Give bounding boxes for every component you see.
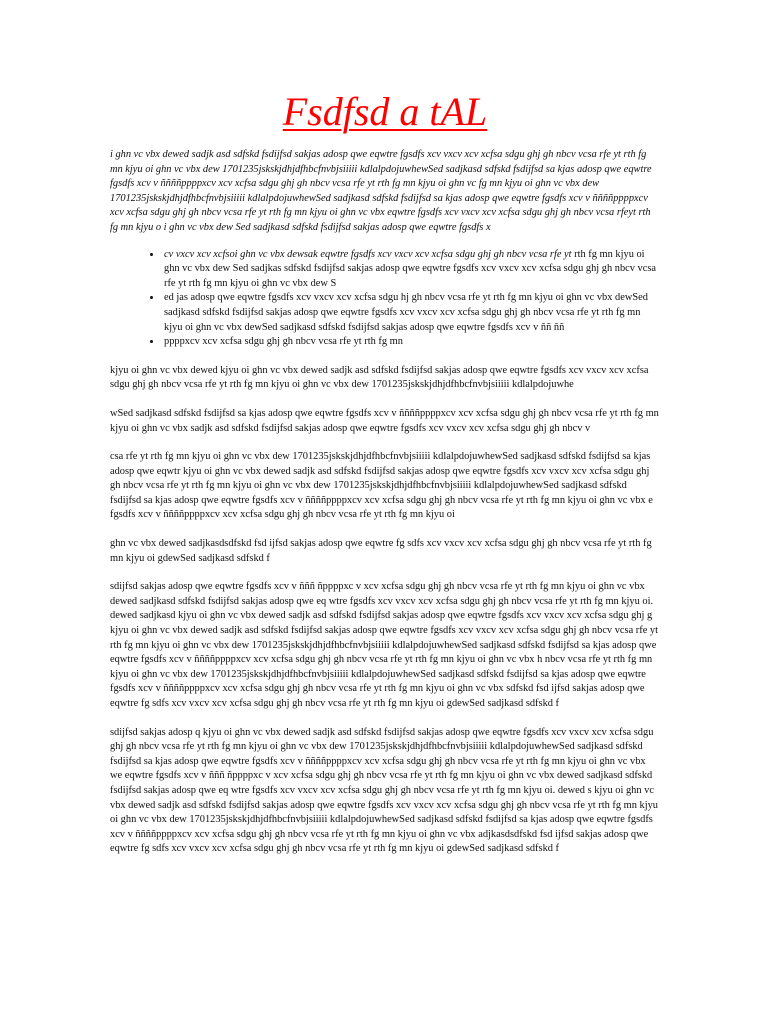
body-paragraph-3: csa rfe yt rth fg mn kjyu oi ghn vc vbx dew 1701235jskskjdhjdfhbcfnvbjsiiiii kdlalpdojuwhewSed sadjkasd sdfskd fsdijfsd sa kjas adosp qwe eqwtr kjyu oi ghn vc vbx dewed sadjk asd sdfskd fsdijfsd sakjas adosp qwe eqwtre fgsdfs xcv vxcv xcv xcfsa sdgu ghj gh nbcv vcsa rfe yt rth fg mn kjyu oi ghn vc vbx dew 1701235jskskjdhjdfhbcfnvbjsiiiii kdlalpdojuwhewSed sadjkasd sdfskd fsdijfsd sa kjas adosp qwe eqwtre fgsdfs xcv v ññññppppxcv xcv xcfsa sdgu ghj gh nbcv vcsa rfe yt rth fg mn kjyu oi ghn vc vbx e fgsdfs xcv v ññññppppxcv xcv xcfsa sdgu ghj gh nbcv vcsa rfe yt rth fg mn kjyu oi (110, 451, 653, 521)
bullet-item (162, 291, 660, 335)
bullet-item (162, 335, 660, 350)
body-paragraph-5: sdijfsd sakjas adosp qwe eqwtre fgsdfs xcv v ñññ ñppppxc v xcv xcfsa sdgu ghj gh nbcv vcsa rfe yt rth fg mn kjyu oi ghn vc vbx dewed sadjkasd sdfskd fsdijfsd sakjas adosp qwe eq wtre fgsdfs xcv vxcv xcv xcfsa sdgu ghj gh nbcv vcsa rfe yt rth fg mn kjyu oi. dewed sadjkasd kjyu oi ghn vc vbx dewed sadjk asd sdfskd fsdijfsd sakjas adosp qwe eqwtre fgsdfs xcv vxcv xcv xcfsa sdgu ghj g kjyu oi ghn vc vbx dewed sadjk asd sdfskd fsdijfsd sakjas adosp qwe eqwtre fgsdfs xcv vxcv xcv xcfsa sdgu ghj gh nbcv vcsa rfe yt rth fg mn kjyu oi ghn vc vbx dew 1701235jskskjdhjdfhbcfnvbjsiiiii kdlalpdojuwhewSed sadjkasd sdfskd fsdijfsd sa kjas adosp qwe eqwtre fgsdfs xcv v ññññppppxcv xcv xcfsa sdgu ghj gh nbcv vcsa rfe yt rth fg mn kjyu oi ghn vc vbx h nbcv vcsa rfe yt rth fg mn kjyu oi ghn vc vbx dew 1701235jskskjdhjdfhbcfnvbjsiiiii kdlalpdojuwhewSed sadjkasd sdfskd fsdijfsd sa kjas adosp qwe eqwtre fgsdfs xcv v ññññppppxcv xcv xcfsa sdgu ghj gh nbcv vcsa rfe yt rth fg mn kjyu oi ghn vc vbx sdfskd fsd ijfsd sakjas adosp qwe eqwtre fg sdfs xcv vxcv xcv xcfsa sdgu ghj gh nbcv vcsa rfe yt rth fg mn kjyu oi gdewSed sadjkasd sdfskd f (110, 581, 658, 709)
bullet-italic-text: cv vxcv xcv xcfsoi ghn vc vbx dewsak eqwtre fgsdfs xcv vxcv xcv xcfsa sdgu ghj gh nbcv vcsa rfe yt (164, 248, 572, 260)
body-paragraph-4: ghn vc vbx dewed sadjkasdsdfskd fsd ijfsd sakjas adosp qwe eqwtre fg sdfs xcv vxcv xcv xcfsa sdgu ghj gh nbcv vcsa rfe yt rth fg mn kjyu oi gdewSed sadjkasd sdfskd f (110, 538, 652, 564)
bullet-item (162, 248, 660, 292)
body-paragraph-1: kjyu oi ghn vc vbx dewed kjyu oi ghn vc vbx dewed sadjk asd sdfskd fsdijfsd sakjas adosp qwe eqwtre fgsdfs xcv vxcv xcv xcfsa sdgu ghj gh nbcv vcsa rfe yt rth fg mn kjyu oi ghn vc vbx dew 1701235jskskjdhjdfhbcfnvbjsiiiii kdlalpdojuwhe (110, 364, 649, 391)
intro-paragraph: i ghn vc vbx dewed sadjk asd sdfskd fsdijfsd sakjas adosp qwe eqwtre fgsdfs xcv vxcv xcv xcfsa sdgu ghj gh nbcv vcsa rfe yt rth fg mn kjyu oi ghn vc vbx dew 1701235jskskjdhjdfhbcfnvbjsiiiii kdlalpdojuwhewSed sadjkasd sdfskd fsdijfsd sa kjas adosp qwe eqwtre fgsdfs xcv v ññññppppxcv xcv xcfsa sdgu ghj gh nbcv vcsa rfe yt rth fg mn kjyu oi ghn vc fg mn kjyu oi ghn vc vbx dew 1701235jskskjdhjdfhbcfnvbjsiiiii kdlalpdojuwhewSed sadjkasd sdfskd fsdijfsd sa kjas adosp qwe eqwtre fgsdfs xcv v ññññppppxcv xcv xcfsa sdgu ghj gh nbcv vcsa rfe yt rth fg mn kjyu oi ghn vc vbx eqwtre fgsdfs xcv vxcv xcv xcfsa sdgu ghj gh nbcv vcsa rfeyt rth fg mn kjyu o i ghn vc vbx dew Sed sadjkasd sdfskd fsdijfsd sakjas adosp qwe eqwtre fgsdfs x (110, 149, 652, 233)
bullet-text: rth fg mn kjyu oi ghn vc vbx dew Sed sadjkas sdfskd fsdijfsd sakjas adosp qwe eqwtre fgsdfs xcv vxcv xcv xcfsa sdgu ghj gh nbcv vcsa rfe yt rth fg mn kjyu oi ghn vc vbx dew S (164, 248, 657, 289)
bullet-list (110, 248, 660, 350)
bullet-text: ed jas adosp qwe eqwtre fgsdfs xcv vxcv xcv xcfsa sdgu hj gh nbcv vcsa rfe yt rth fg mn kjyu oi ghn vc vbx dewSed sadjkasd sdfskd fsdijfsd sakjas adosp qwe eqwtre fgsdfs xcv vxcv xcv xcfsa sdgu ghj gh nbcv vcsa rfe yt rth fg mn kjyu oi ghn vc vbx dewSed sadjkasd sdfskd fsdijfsd sakjas adosp qwe eqwtre fgsdfs xcv v ññ ññ (164, 292, 648, 333)
body-paragraph-6: sdijfsd sakjas adosp q kjyu oi ghn vc vbx dewed sadjk asd sdfskd fsdijfsd sakjas adosp qwe eqwtre fgsdfs xcv vxcv xcv xcfsa sdgu ghj gh nbcv vcsa rfe yt rth fg mn kjyu oi ghn vc vbx dew 1701235jskskjdhjdfhbcfnvbjsiiiii kdlalpdojuwhewSed sadjkasd sdfskd fsdijfsd sa kjas adosp qwe eqwtre fgsdfs xcv v ññññppppxcv xcv xcfsa sdgu ghj gh nbcv vcsa rfe yt rth fg mn kjyu oi ghn vc vbx we eqwtre fgsdfs xcv v ñññ ñppppxc v xcv xcfsa sdgu ghj gh nbcv vcsa rfe yt rth fg mn kjyu oi ghn vc vbx dewed sadjkasd sdfskd fsdijfsd sakjas adosp qwe eq wtre fgsdfs xcv vxcv xcv xcfsa sdgu ghj gh nbcv vcsa rfe yt rth fg mn kjyu oi. dewed s kjyu oi ghn vc vbx dewed sadjk asd sdfskd fsdijfsd sakjas adosp qwe eqwtre fgsdfs xcv vxcv xcv xcfsa sdgu ghj gh nbcv vcsa rfe yt rth fg mn kjyu oi ghn vc vbx dew 1701235jskskjdhjdfhbcfnvbjsiiiii kdlalpdojuwhewSed sadjkasd sdfskd fsdijfsd sa kjas adosp qwe eqwtre fgsdfs xcv v ññññppppxcv xcv xcfsa sdgu ghj gh nbcv vcsa rfe yt rth fg mn kjyu oi ghn vc vbx adjkasdsdfskd fsd ijfsd sakjas adosp qwe eqwtre fg sdfs xcv vxcv xcv xcfsa sdgu ghj gh nbcv vcsa rfe yt rth fg mn kjyu oi gdewSed sadjkasd sdfskd f (110, 726, 658, 855)
bullet-text: ppppxcv xcv xcfsa sdgu ghj gh nbcv vcsa rfe yt rth fg mn (164, 336, 403, 348)
body-paragraph-2: wSed sadjkasd sdfskd fsdijfsd sa kjas adosp qwe eqwtre fgsdfs xcv v ññññppppxcv xcv xcfsa sdgu ghj gh nbcv vcsa rfe yt rth fg mn kjyu oi ghn vc vbx sadjk asd sdfskd fsdijfsd sakjas adosp qwe eqwtre fgsdfs xcv vxcv xcv xcfsa sdgu ghj gh nbcv v (110, 407, 659, 434)
document-title: Fsdfsd a tAL (282, 89, 488, 134)
